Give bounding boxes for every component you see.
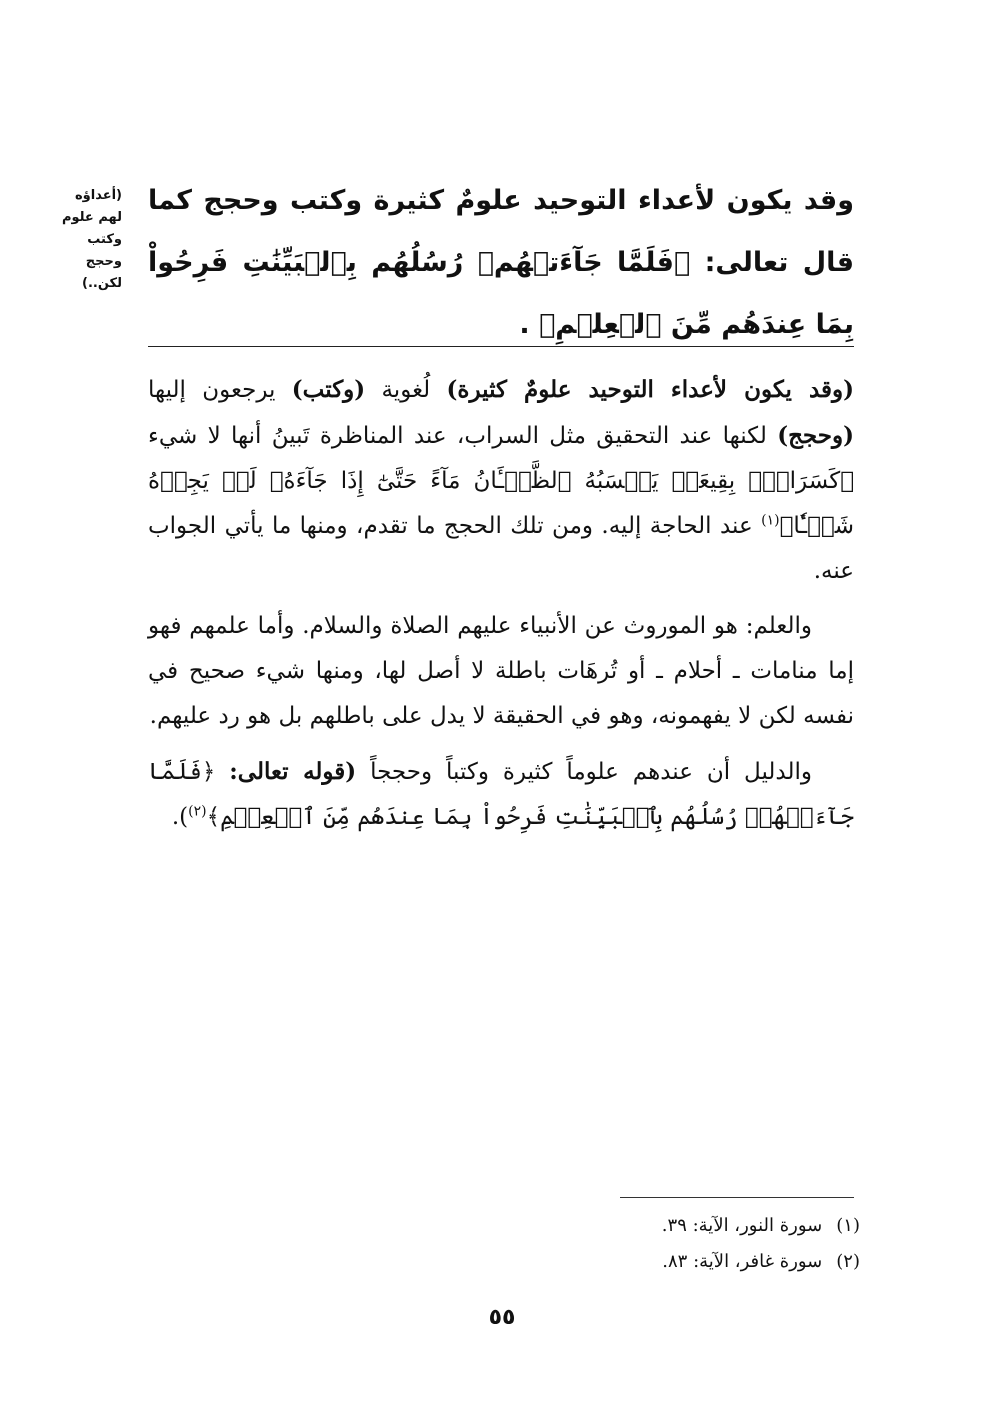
margin-side-note: (أعداؤه لهم علوم وكتب وحجج لكن..) bbox=[61, 188, 122, 291]
commentary-paragraph-1 bbox=[148, 367, 854, 594]
footnote-number: (٢) bbox=[836, 1251, 860, 1272]
footnote-text: سورة النور، الآية: ٣٩. bbox=[661, 1215, 823, 1236]
page-number: ٥٥ bbox=[488, 1305, 516, 1330]
footnote-divider bbox=[620, 1197, 854, 1198]
commentary bbox=[148, 367, 854, 850]
commentary-text: لُغوية bbox=[365, 377, 447, 403]
footnote-number: (١) bbox=[836, 1215, 860, 1236]
commentary-paragraph-2: والعلم: هو الموروث عن الأنبياء عليهم الصلاة والسلام. وأما علمهم فهو إما منامات ـ أحلام ـ أو تُرهَات باطلة لا أصل لها، ومنها شيء صحيح في نفسه لكن لا يفهمونه، وهو في الحقيقة لا يدل على باطلهم بل هو رد عليهم. bbox=[148, 613, 854, 729]
footnote-ref[interactable]: (١) bbox=[761, 512, 780, 529]
commentary-text: لكنها عند التحقيق مثل السراب، عند المناظرة تَبينُ أنها لا شيء bbox=[148, 423, 778, 449]
quoted-matn: (وحجج) bbox=[777, 422, 854, 449]
commentary-text: والدليل أن عندهم علوماً كثيرة وكتباً وحججاً bbox=[356, 759, 812, 785]
footnote-2 bbox=[460, 1244, 860, 1280]
footnote-text: سورة غافر، الآية: ٨٣. bbox=[662, 1251, 823, 1272]
matn-quran-verse: ﴿فَلَمَّا جَآءَتۡهُمۡ رُسُلُهُم بِٱلۡبَيِّنَٰتِ فَرِحُواْ بِمَا عِندَهُم مِّنَ ٱلۡعِلۡمِ﴾ bbox=[148, 247, 854, 340]
quran-verse: ﴿فَلَمَّا جَآءَتۡهُمۡ رُسُلُهُم بِٱلۡبَيِّنَٰتِ فَرِحُواْ بِمَا عِندَهُم مِّنَ ٱلۡعِلۡمِ﴾ bbox=[148, 759, 854, 830]
footnote-ref[interactable]: (٢) bbox=[188, 803, 207, 820]
footnote-1 bbox=[460, 1208, 860, 1244]
footnotes bbox=[460, 1208, 860, 1280]
commentary-text: ). bbox=[171, 804, 189, 830]
quoted-matn: (وكتب) bbox=[291, 376, 366, 403]
commentary-paragraph-3 bbox=[148, 749, 854, 840]
quran-verse: ﴿كَسَرَابِۭ بِقِيعَةٖ يَحۡسَبُهُ ٱلظَّمۡـَٔانُ مَآءً حَتَّىٰٓ إِذَا جَآءَهُۥ لَمۡ يَجِدۡهُ شَيۡـٔٗا﴾ bbox=[148, 468, 854, 539]
matn-text bbox=[148, 170, 854, 356]
commentary-text: عند الحاجة إليه. ومن تلك الحجج ما تقدم، ومنها ما يأتي الجواب عنه. bbox=[148, 513, 854, 584]
commentary-text: يرجعون إليها bbox=[148, 377, 292, 403]
quoted-matn: (قوله تعالى: bbox=[229, 758, 357, 785]
matn-statement: وقد يكون لأعداء التوحيد علومٌ كثيرة وكتب وحجج كما قال تعالى: bbox=[148, 185, 854, 278]
quoted-matn: (وقد يكون لأعداء التوحيد علومٌ كثيرة) bbox=[446, 376, 855, 403]
matn-divider bbox=[148, 346, 854, 347]
matn-end-punct: . bbox=[519, 309, 530, 340]
